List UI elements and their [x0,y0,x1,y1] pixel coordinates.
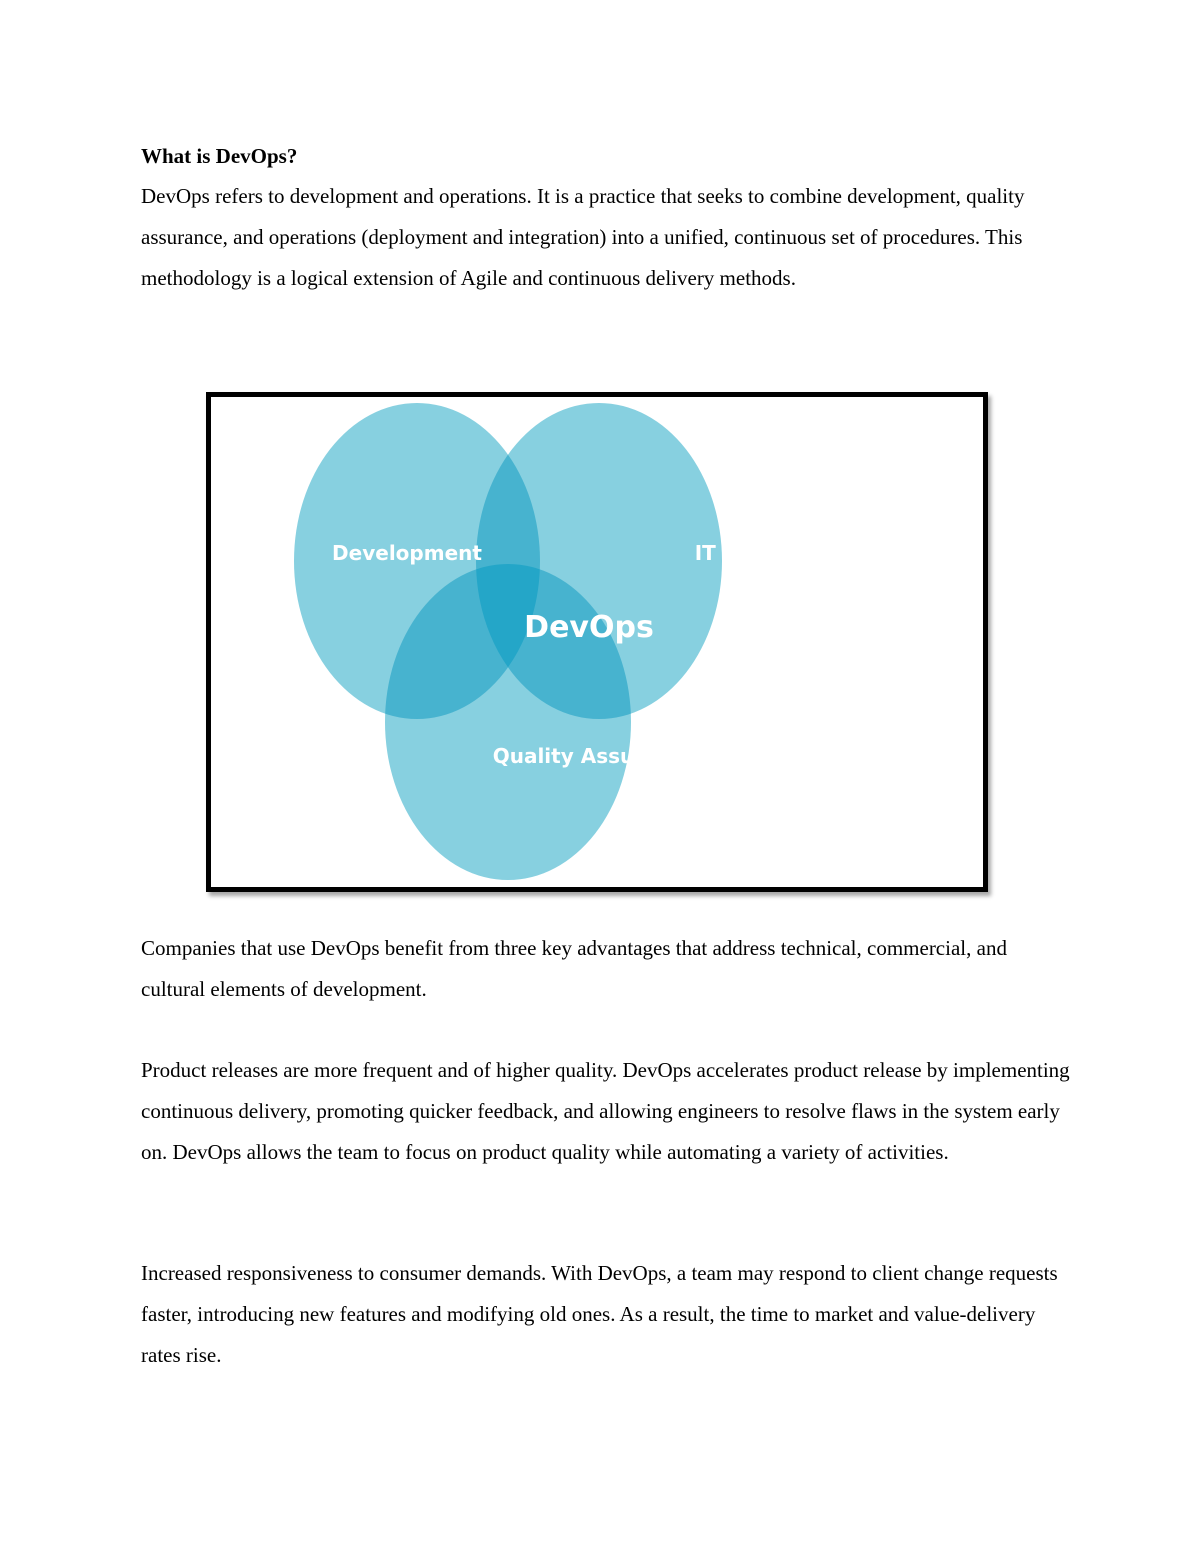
companies-paragraph: Companies that use DevOps benefit from three key advantages that address technical, commercial, and cultural elements of development. [141,936,1007,1001]
responsiveness-paragraph: Increased responsiveness to consumer demands. With DevOps, a team may respond to client change requests faster, introducing new features and modifying old ones. As a result, the time to market and value-delivery rates rise. [141,1261,1058,1367]
venn-diagram [211,397,983,887]
page-heading: What is DevOps? [141,144,298,168]
development-label: Development [332,541,482,565]
it-operations-label: IT Operations [694,541,848,565]
devops-venn-figure [206,392,988,892]
devops-center-label: DevOps [524,610,654,645]
quality-assurance-label: Quality Assurance [492,744,698,768]
intro-paragraph: DevOps refers to development and operations. It is a practice that seeks to combine development, quality assurance, and operations (deployment and integration) into a unified, continuous set of procedures. This methodology is a logical extension of Agile and continuous delivery methods. [141,184,1025,290]
releases-paragraph: Product releases are more frequent and of higher quality. DevOps accelerates product release by implementing continuous delivery, promoting quicker feedback, and allowing engineers to resolve flaws in the system early on. DevOps allows the team to focus on product quality while automating a variety of activities. [141,1058,1070,1164]
